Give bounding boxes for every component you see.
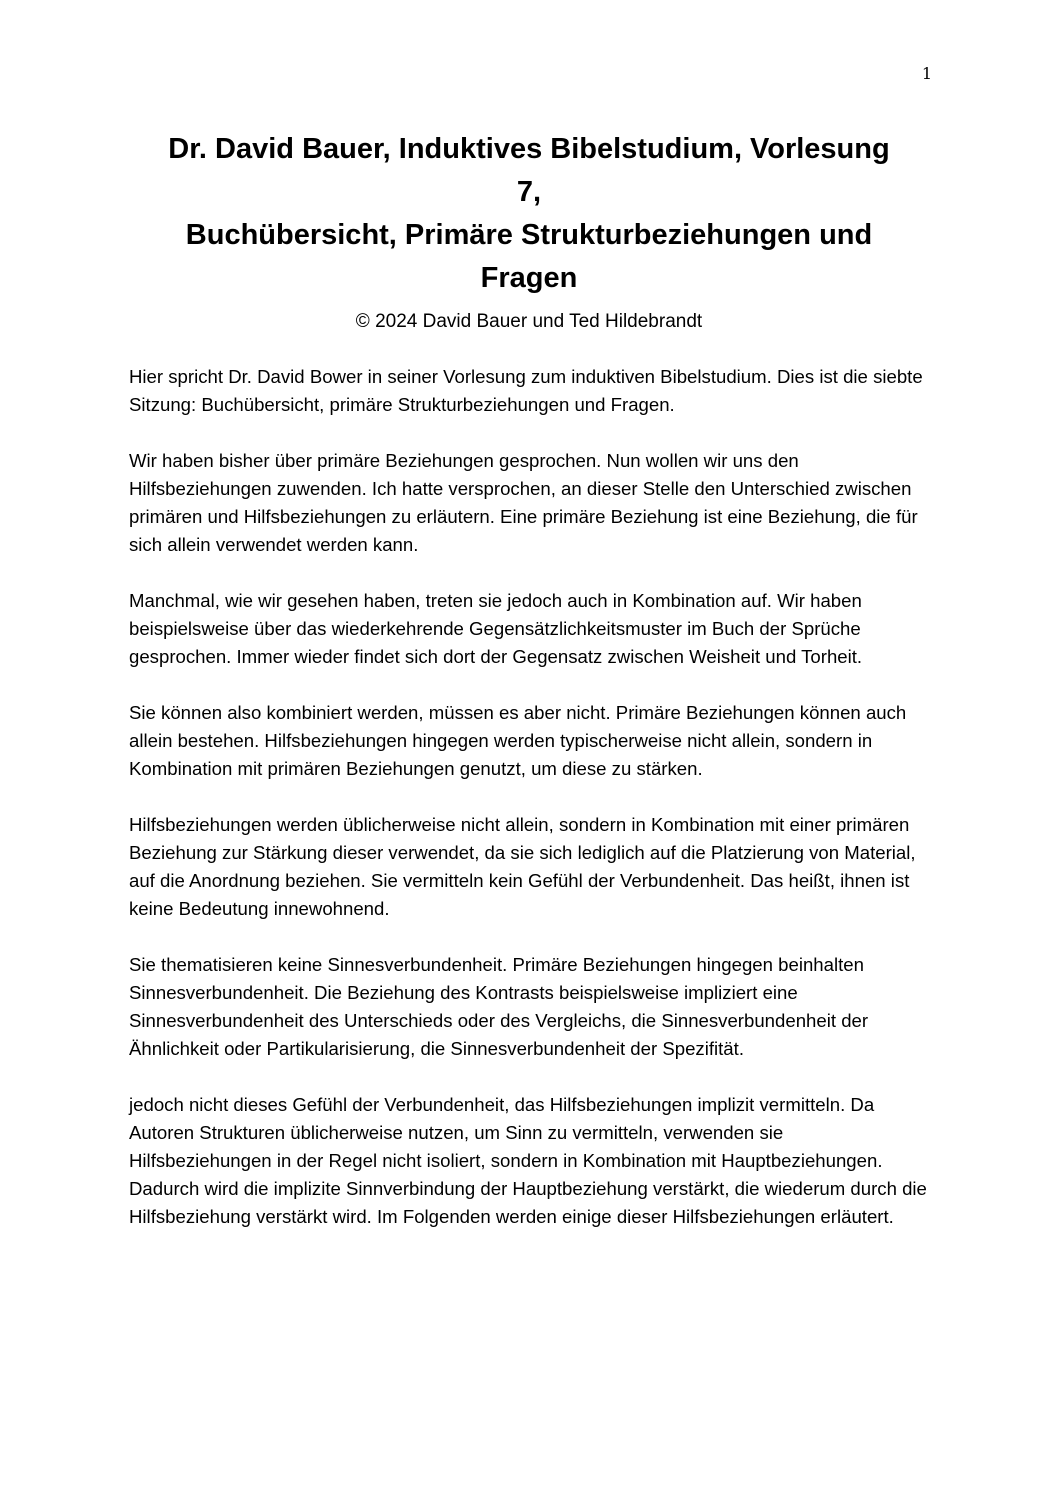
paragraph-2: Wir haben bisher über primäre Beziehungen gesprochen. Nun wollen wir uns den Hilfsbeziehungen zuwenden. Ich hatte versprochen, an dieser Stelle den Unterschied zwischen primären und Hilfsbeziehungen zu erläutern. Eine primäre Beziehung ist eine Beziehung, die für sich allein verwendet werden kann. [129, 450, 918, 555]
page-title [120, 128, 938, 300]
title-line-1: Dr. David Bauer, Induktives Bibelstudium, Vorlesung [168, 133, 890, 165]
paragraph-5: Hilfsbeziehungen werden üblicherweise nicht allein, sondern in Kombination mit einer primären Beziehung zur Stärkung dieser verwendet, da sie sich lediglich auf die Platzierung von Material, auf die Anordnung beziehen. Sie vermitteln kein Gefühl der Verbundenheit. Das heißt, ihnen ist keine Bedeutung innewohnend. [129, 814, 916, 919]
copyright-line: © 2024 David Bauer und Ted Hildebrandt [355, 311, 703, 332]
paragraph-7: jedoch nicht dieses Gefühl der Verbundenheit, das Hilfsbeziehungen implizit vermitteln. Da Autoren Strukturen üblicherweise nutzen, um Sinn zu vermitteln, verwenden sie Hilfsbeziehungen in der Regel nicht isoliert, sondern in Kombination mit Hauptbeziehungen. Dadurch wird die implizite Sinnverbindung der Hauptbeziehung verstärkt, die wiederum durch die Hilfsbeziehung verstärkt wird. Im Folgenden werden einige dieser Hilfsbeziehungen erläutert. [129, 1094, 927, 1227]
paragraph-3: Manchmal, wie wir gesehen haben, treten sie jedoch auch in Kombination auf. Wir haben beispielsweise über das wiederkehrende Gegensätzlichkeitsmuster im Buch der Sprüche gesprochen. Immer wieder findet sich dort der Gegensatz zwischen Weisheit und Torheit. [129, 590, 863, 667]
body-text [129, 363, 929, 1259]
paragraph-1: Hier spricht Dr. David Bower in seiner Vorlesung zum induktiven Bibelstudium. Dies ist die siebte Sitzung: Buchübersicht, primäre Strukturbeziehungen und Fragen. [129, 366, 923, 415]
title-line-2: 7, [516, 176, 542, 208]
paragraph-4: Sie können also kombiniert werden, müssen es aber nicht. Primäre Beziehungen können auch allein bestehen. Hilfsbeziehungen hingegen werden typischerweise nicht allein, sondern in Kombination mit primären Beziehungen genutzt, um diese zu stärken. [129, 702, 907, 779]
paragraph-6: Sie thematisieren keine Sinnesverbundenheit. Primäre Beziehungen hingegen beinhalten Sinnesverbundenheit. Die Beziehung des Kontrasts beispielsweise impliziert eine Sinnesverbundenheit des Unterschieds oder des Vergleichs, die Sinnesverbundenheit der Ähnlichkeit oder Partikularisierung, die Sinnesverbundenheit der Spezifität. [129, 954, 869, 1059]
title-line-3: Buchübersicht, Primäre Strukturbeziehungen und [185, 219, 873, 251]
title-line-4: Fragen [480, 262, 578, 294]
page-number: 1 [921, 64, 932, 83]
